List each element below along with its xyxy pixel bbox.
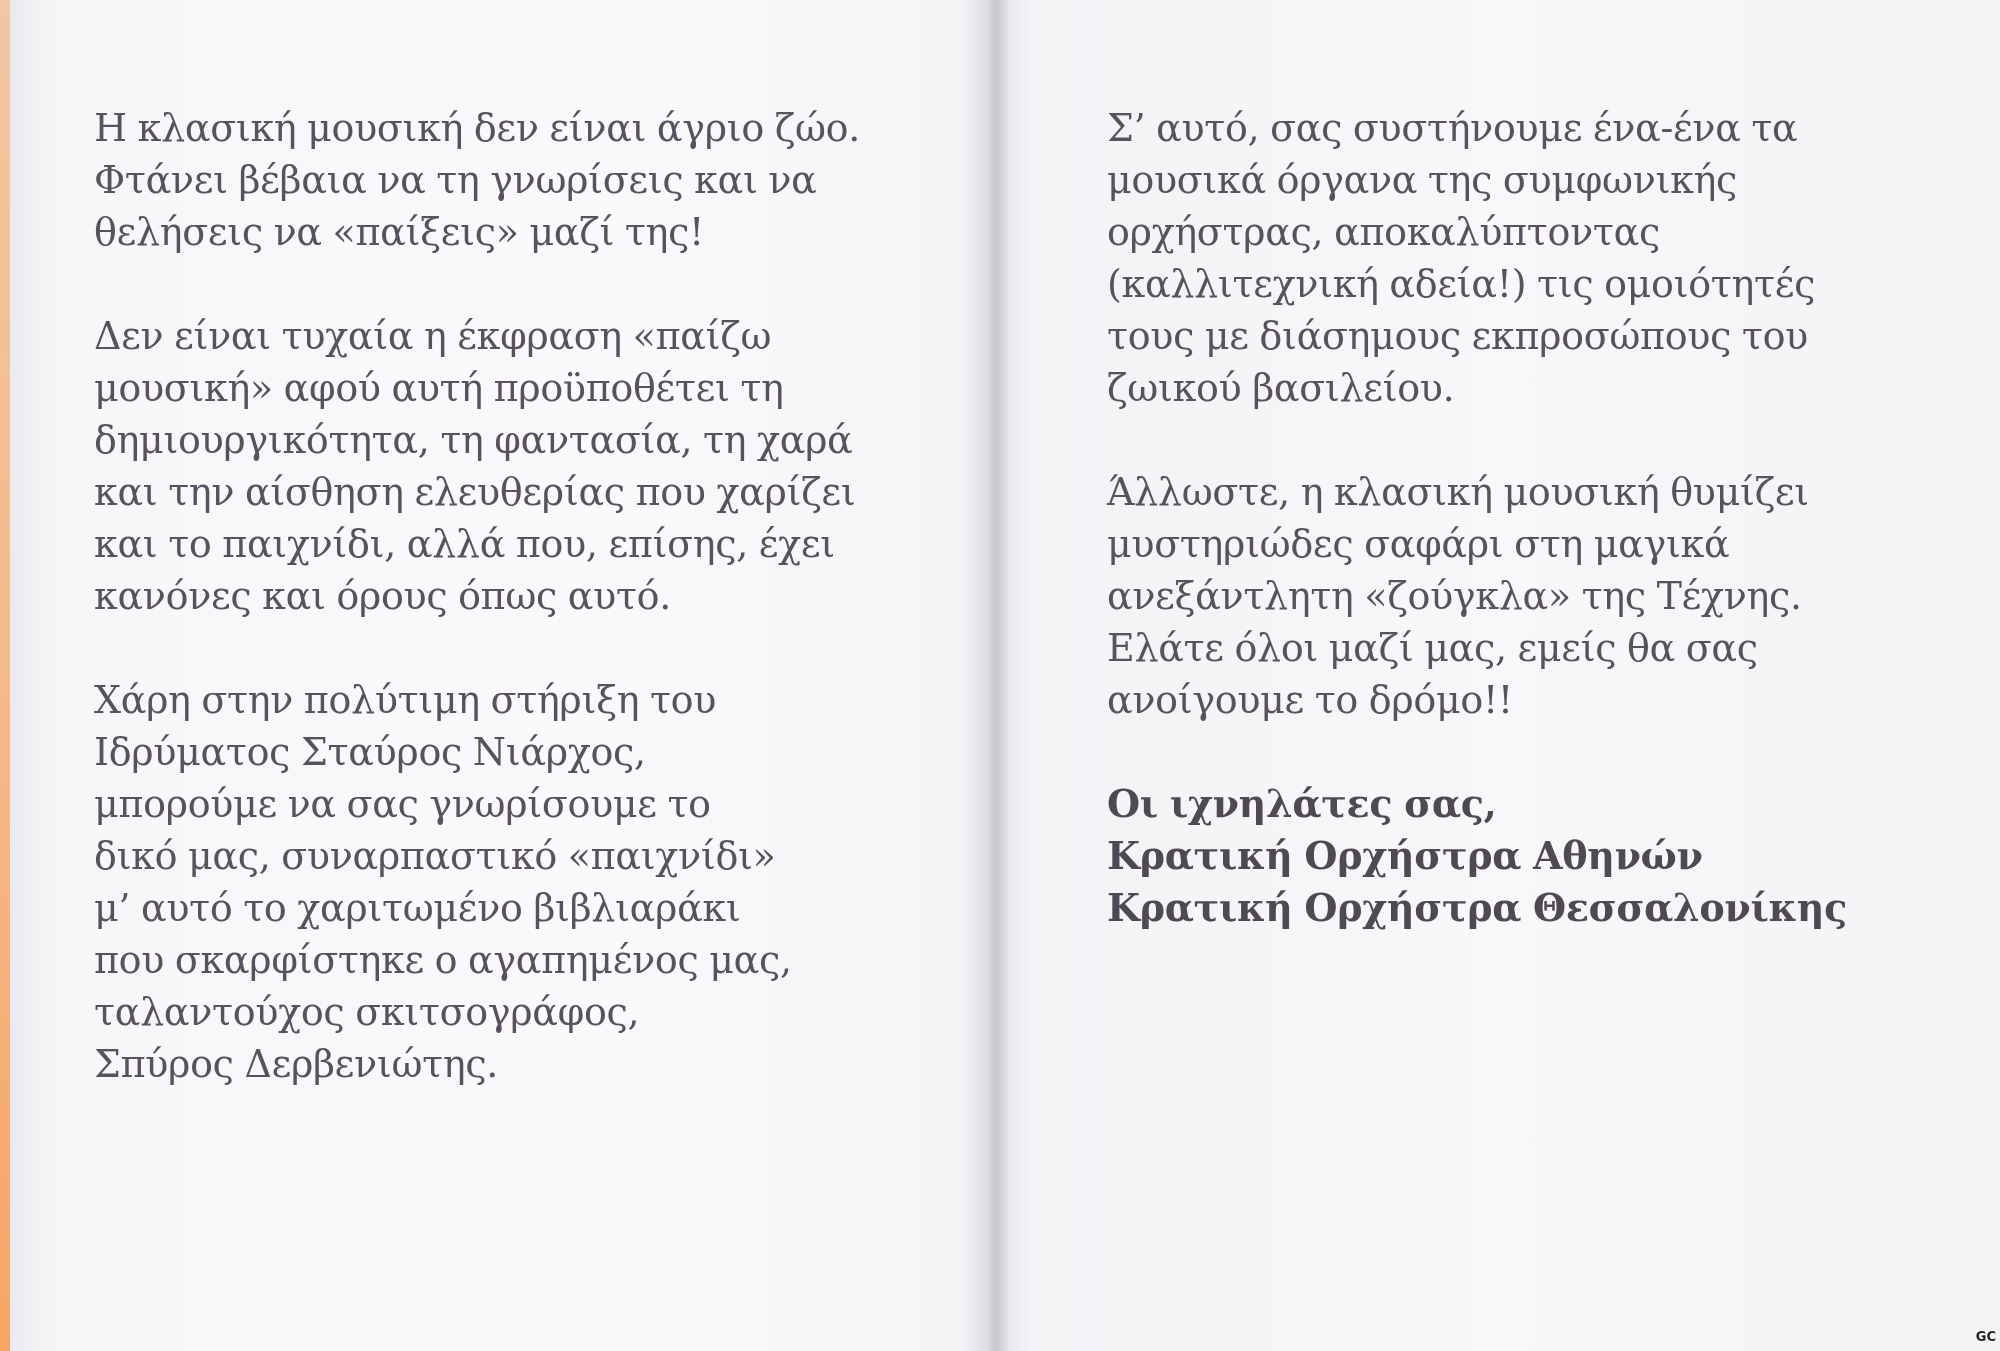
text-line: Ελάτε όλοι μαζί μας, εμείς θα σας (1107, 626, 1758, 670)
paragraph (94, 102, 860, 258)
paragraph-gap (94, 622, 860, 674)
text-line: τους με διάσημους εκπροσώπους του (1107, 314, 1808, 358)
paragraph (1107, 466, 1847, 726)
text-line: (καλλιτεχνική αδεία!) τις ομοιότητές (1107, 262, 1816, 306)
paragraph (94, 310, 860, 622)
text-line: που σκαρφίστηκε ο αγαπημένος μας, (94, 938, 792, 982)
signature-block (1107, 778, 1847, 934)
text-line: ανεξάντλητη «ζούγκλα» της Τέχνης. (1107, 574, 1802, 618)
text-line: μυστηριώδες σαφάρι στη μαγικά (1107, 522, 1730, 566)
left-page (0, 0, 990, 1351)
text-line: Χάρη στην πολύτιμη στήριξη του (94, 678, 717, 722)
corner-mark: GC (1975, 1330, 1996, 1345)
text-line: Σπύρος Δερβενιώτης. (94, 1042, 499, 1086)
text-line: Άλλωστε, η κλασική μουσική θυμίζει (1107, 470, 1809, 514)
text-line: μπορούμε να σας γνωρίσουμε το (94, 782, 711, 826)
text-line: Η κλασική μουσική δεν είναι άγριο ζώο. (94, 106, 861, 150)
signature-thessaloniki-orchestra: Κρατική Ορχήστρα Θεσσαλονίκης (1107, 885, 1847, 930)
text-line: μ’ αυτό το χαριτωμένο βιβλιαράκι (94, 886, 741, 930)
paragraph (1107, 102, 1847, 414)
paragraph-gap (1107, 726, 1847, 778)
text-line: και την αίσθηση ελευθερίας που χαρίζει (94, 470, 856, 514)
signature-greeting: Οι ιχνηλάτες σας, (1107, 781, 1497, 826)
text-line: μουσική» αφού αυτή προϋποθέτει τη (94, 366, 784, 410)
text-line: Σ’ αυτό, σας συστήνουμε ένα-ένα τα (1107, 106, 1798, 150)
signature-athens-orchestra: Κρατική Ορχήστρα Αθηνών (1107, 833, 1703, 878)
text-line: και το παιχνίδι, αλλά που, επίσης, έχει (94, 522, 835, 566)
text-line: Δεν είναι τυχαία η έκφραση «παίζω (94, 314, 772, 358)
right-page-text (1107, 102, 1847, 934)
right-page (1010, 0, 2000, 1351)
paragraph-gap (1107, 414, 1847, 466)
text-line: μουσικά όργανα της συμφωνικής (1107, 158, 1738, 202)
left-page-text (94, 102, 860, 1090)
text-line: θελήσεις να «παίξεις» μαζί της! (94, 210, 705, 254)
text-line: ζωικού βασιλείου. (1107, 366, 1455, 410)
text-line: Ιδρύματος Σταύρος Νιάρχος, (94, 730, 646, 774)
text-line: ορχήστρας, αποκαλύπτοντας (1107, 210, 1660, 254)
text-line: ταλαντούχος σκιτσογράφος, (94, 990, 640, 1034)
text-line: δικό μας, συναρπαστικό «παιχνίδι» (94, 834, 776, 878)
text-line: ανοίγουμε το δρόμο!! (1107, 678, 1513, 722)
paragraph-gap (94, 258, 860, 310)
paragraph (94, 674, 860, 1090)
text-line: δημιουργικότητα, τη φαντασία, τη χαρά (94, 418, 853, 462)
text-line: κανόνες και όρους όπως αυτό. (94, 574, 672, 618)
text-line: Φτάνει βέβαια να τη γνωρίσεις και να (94, 158, 817, 202)
